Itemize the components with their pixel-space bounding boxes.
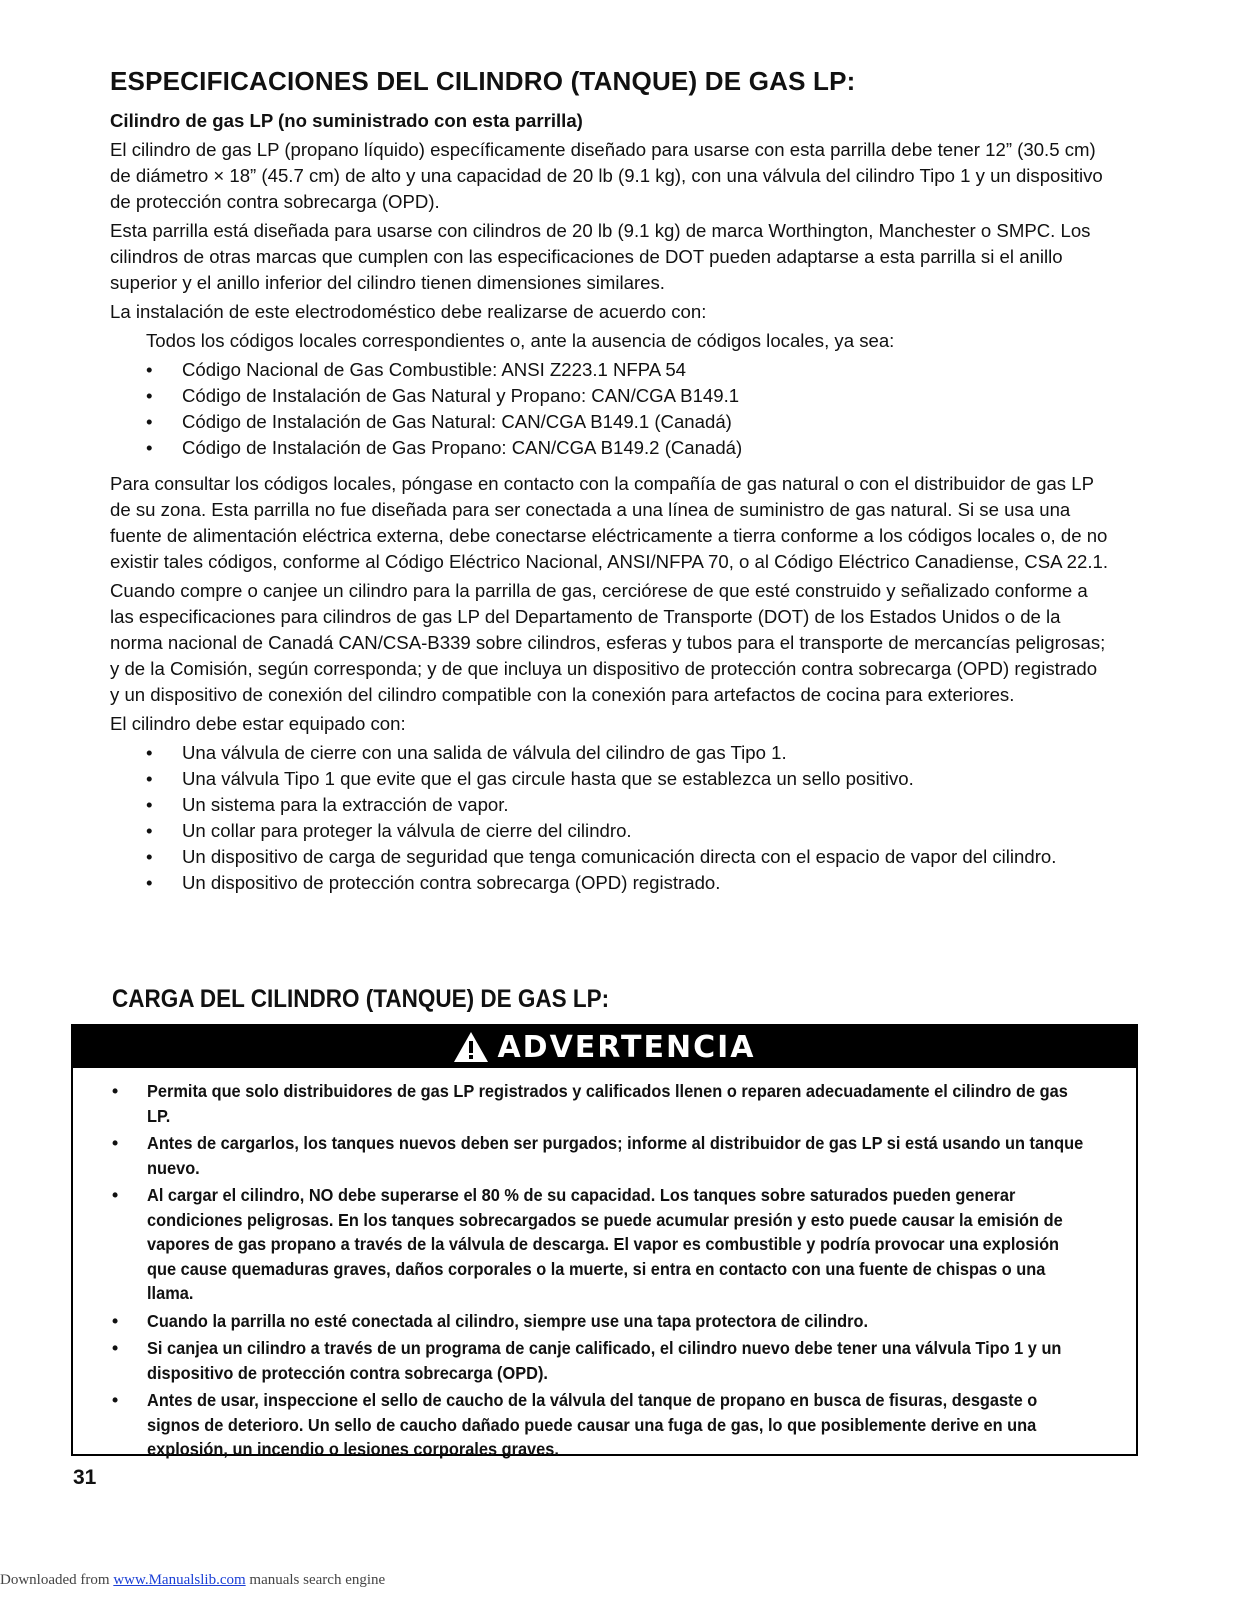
equipment-list bbox=[110, 740, 1110, 896]
codes-list bbox=[110, 357, 1110, 461]
list-item: • Un sistema para la extracción de vapor. bbox=[110, 792, 1110, 818]
list-item: • Código Nacional de Gas Combustible: ANSI Z223.1 NFPA 54 bbox=[110, 357, 1110, 383]
list-item: • Código de Instalación de Gas Natural y Propano: CAN/CGA B149.1 bbox=[110, 383, 1110, 409]
warning-triangle-icon bbox=[453, 1031, 489, 1063]
section-title: CARGA DEL CILINDRO (TANQUE) DE GAS LP: bbox=[112, 985, 610, 1013]
paragraph: El cilindro debe estar equipado con: bbox=[110, 713, 406, 734]
footer-link[interactable]: www.Manualslib.com bbox=[113, 1572, 246, 1588]
warning-item: • Si canjea un cilindro a través de un programa de canje calificado, el cilindro nuevo debe tener una válvula Tipo 1 y un dispositivo de protección contra sobrecarga (OPD). bbox=[112, 1338, 1062, 1383]
list-item: • Un dispositivo de carga de seguridad que tenga comunicación directa con el espacio de vapor del cilindro. bbox=[110, 844, 1110, 870]
paragraph: Cuando compre o canjee un cilindro para la parrilla de gas, cerciórese de que esté construido y señalizado conforme a las especificaciones para cilindros de gas LP del Departamento de Transporte (DOT) de los Estados Unidos o de la norma nacional de Canadá CAN/CSA-B339 sobre cilindros, esferas y tubos para el transporte de mercancías peligrosas; y de la Comisión, según corresponda; y de que incluya un dispositivo de protección contra sobrecarga (OPD) registrado y un dispositivo de conexión del cilindro compatible con la conexión para artefactos de cocina para exteriores. bbox=[110, 580, 1106, 705]
warning-list bbox=[73, 1068, 1136, 1462]
warning-header bbox=[73, 1026, 1136, 1068]
page-title: ESPECIFICACIONES DEL CILINDRO (TANQUE) DE GAS LP: bbox=[110, 66, 856, 96]
bullet-icon: • bbox=[146, 742, 153, 763]
warning-box bbox=[71, 1024, 1138, 1459]
bullet-icon: • bbox=[112, 1310, 119, 1331]
bullet-icon: • bbox=[146, 437, 153, 458]
bullet-icon: • bbox=[146, 794, 153, 815]
bullet-icon: • bbox=[146, 411, 153, 432]
page-number: 31 bbox=[73, 1466, 97, 1489]
paragraph: La instalación de este electrodoméstico debe realizarse de acuerdo con: bbox=[110, 301, 707, 322]
list-item: • Una válvula de cierre con una salida de válvula del cilindro de gas Tipo 1. bbox=[110, 740, 1110, 766]
warning-item: • Cuando la parrilla no esté conectada al cilindro, siempre use una tapa protectora de cilindro. bbox=[73, 1309, 1136, 1334]
footer-suffix: manuals search engine bbox=[245, 1572, 386, 1588]
specifications-section bbox=[110, 108, 1110, 906]
list-item: • Código de Instalación de Gas Propano: CAN/CGA B149.2 (Canadá) bbox=[110, 435, 1110, 461]
list-item: • Una válvula Tipo 1 que evite que el gas circule hasta que se establezca un sello positivo. bbox=[110, 766, 1110, 792]
warning-item: • Al cargar el cilindro, NO debe superarse el 80 % de su capacidad. Los tanques sobre saturados pueden generar condiciones peligrosas. En los tanques sobrecargados se puede acumular presión y esto puede causar la emisión de vapores de gas propano a través de la válvula de descarga. El vapor es combustible y podría provocar una explosión que cause quemaduras graves, daños corporales o la muerte, si entra en contacto con una fuente de chispas o una llama. bbox=[112, 1185, 1063, 1303]
warning-title: ADVERTENCIA bbox=[497, 1029, 756, 1065]
codes-intro: Todos los códigos locales correspondientes o, ante la ausencia de códigos locales, ya sea: bbox=[146, 330, 895, 351]
footer bbox=[0, 1572, 385, 1589]
list-item: • Un dispositivo de protección contra sobrecarga (OPD) registrado. bbox=[110, 870, 1110, 896]
warning-item: • Permita que solo distribuidores de gas LP registrados y calificados llenen o reparen adecuadamente el cilindro de gas LP. bbox=[112, 1081, 1068, 1126]
bullet-icon: • bbox=[112, 1338, 119, 1358]
list-item: • Un collar para proteger la válvula de cierre del cilindro. bbox=[110, 818, 1110, 844]
warning-item: • Antes de usar, inspeccione el sello de caucho de la válvula del tanque de propano en busca de fisuras, desgaste o signos de deterioro. Un sello de caucho dañado puede causar una fuga de gas, lo que posiblemente derive en una explosión, un incendio o lesiones corporales graves. bbox=[112, 1390, 1038, 1459]
bullet-icon: • bbox=[112, 1390, 119, 1410]
bullet-icon: • bbox=[146, 385, 153, 406]
bullet-icon: • bbox=[146, 846, 153, 867]
warning-item: • Antes de cargarlos, los tanques nuevos deben ser purgados; informe al distribuidor de gas LP si está usando un tanque nuevo. bbox=[112, 1133, 1084, 1178]
paragraph: El cilindro de gas LP (propano líquido) específicamente diseñado para usarse con esta parrilla debe tener 12” (30.5 cm) de diámetro × 18” (45.7 cm) de alto y una capacidad de 20 lb (9.1 kg), con una válvula del cilindro Tipo 1 y un dispositivo de protección contra sobrecarga (OPD). bbox=[110, 139, 1103, 212]
bullet-icon: • bbox=[112, 1081, 119, 1101]
paragraph: Para consultar los códigos locales, póngase en contacto con la compañía de gas natural o con el distribuidor de gas LP de su zona. Esta parrilla no fue diseñada para ser conectada a una línea de suministro de gas natural. Si se usa una fuente de alimentación eléctrica externa, debe conectarse eléctricamente a tierra conforme a los códigos locales o, de no existir tales códigos, conforme al Código Eléctrico Nacional, ANSI/NFPA 70, o al Código Eléctrico Canadiense, CSA 22.1. bbox=[110, 473, 1109, 572]
footer-prefix: Downloaded from bbox=[0, 1572, 114, 1588]
list-item: • Código de Instalación de Gas Natural: CAN/CGA B149.1 (Canadá) bbox=[110, 409, 1110, 435]
bullet-icon: • bbox=[146, 359, 153, 380]
bullet-icon: • bbox=[146, 872, 153, 893]
bullet-icon: • bbox=[146, 768, 153, 789]
subheading: Cilindro de gas LP (no suministrado con esta parrilla) bbox=[110, 110, 583, 131]
bullet-icon: • bbox=[112, 1133, 119, 1153]
bullet-icon: • bbox=[146, 820, 153, 841]
bullet-icon: • bbox=[112, 1185, 119, 1205]
paragraph: Esta parrilla está diseñada para usarse con cilindros de 20 lb (9.1 kg) de marca Worthington, Manchester o SMPC. Los cilindros de otras marcas que cumplen con las especificaciones de DOT pueden adaptarse a esta parrilla si el anillo superior y el anillo inferior del cilindro tienen dimensiones similares. bbox=[110, 220, 1091, 293]
